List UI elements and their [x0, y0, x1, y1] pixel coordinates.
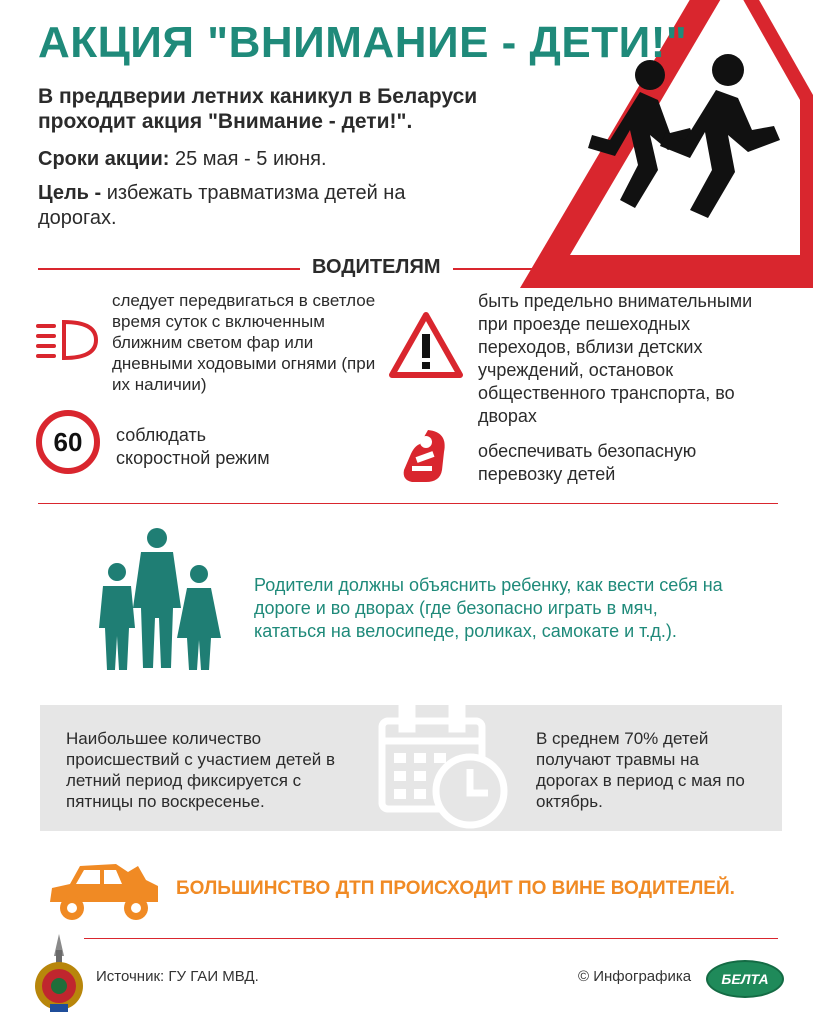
- calendar-clock-icon: [372, 695, 512, 835]
- intro-text: В преддверии летних каникул в Беларуси проходит акция "Внимание - дети!".: [38, 85, 478, 133]
- dates-label: Сроки акции:: [38, 148, 170, 170]
- goal-value: избежать травматизма детей на дорогах.: [38, 182, 406, 229]
- drivers-item-headlights: следует передвигаться в светлое время суток с включенным ближним светом фар или дневными ходовыми огнями (при их наличии): [112, 291, 376, 394]
- parents-text: Родители должны объяснить ребенку, как вести себя на дороге и во дворах (где безопасно играть в мяч, кататься на велосипеде, роликах, самокате и т.д.).: [254, 575, 723, 641]
- source-text: Источник: ГУ ГАИ МВД.: [96, 968, 259, 985]
- divider-line: [38, 503, 778, 504]
- crashed-car-icon: [46, 858, 162, 924]
- dates-line: [38, 147, 327, 172]
- drivers-item-transport: обеспечивать безопасную перевозку детей: [478, 441, 697, 484]
- goal-label: Цель -: [38, 182, 102, 204]
- drivers-item-speed: соблюдать скоростной режим: [116, 425, 270, 468]
- conclusion-text: БОЛЬШИНСТВО ДТП ПРОИСХОДИТ ПО ВИНЕ ВОДИТЕЛЕЙ.: [176, 878, 735, 899]
- divider-line: [84, 938, 778, 939]
- goal-line: [38, 181, 438, 231]
- belta-logo-text: БЕЛТА: [721, 971, 769, 987]
- police-emblem-icon: [30, 932, 88, 1014]
- belta-logo: [706, 960, 784, 998]
- stats-right-text: В среднем 70% детей получают травмы на дорогах в период с мая по октябрь.: [536, 729, 745, 811]
- drivers-section-title: ВОДИТЕЛЯМ: [300, 256, 453, 279]
- family-icon: [95, 528, 223, 674]
- page-title: АКЦИЯ "ВНИМАНИЕ - ДЕТИ!": [38, 18, 688, 67]
- headlight-icon: [34, 318, 100, 362]
- warning-icon: [388, 310, 464, 380]
- speed-limit-icon: 60: [36, 410, 100, 474]
- stats-left-text: Наибольшее количество происшествий с участием детей в летний период фиксируется с пятницы по воскресенье.: [66, 729, 336, 811]
- child-seat-icon: [398, 426, 456, 488]
- credit-text: © Инфографика: [578, 968, 692, 985]
- drivers-item-attention: быть предельно внимательными при проезде пешеходных переходов, вблизи детских учреждений, остановок общественного транспорта, во дворах: [478, 291, 753, 426]
- dates-value: 25 мая - 5 июня.: [169, 148, 327, 170]
